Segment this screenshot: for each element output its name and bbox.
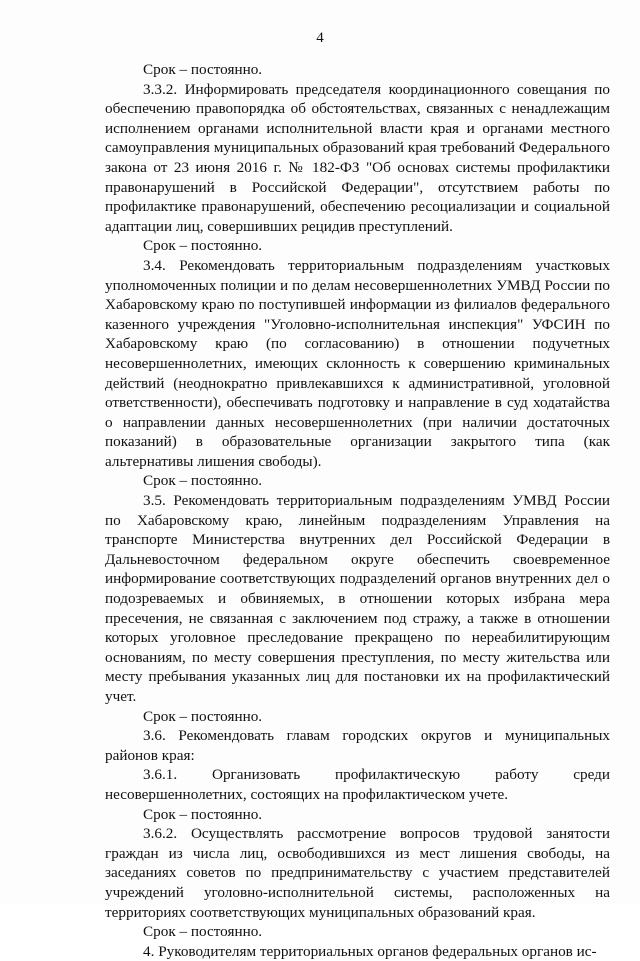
paragraph-term-2: Срок – постоянно. — [143, 237, 263, 255]
paragraph-3-3-2: 3.3.2. Информировать председателя координационного совещания по обеспечению правопорядка об обстоятельствах, связанных с ненадлежащим исполнением органами исполнительной власти края и органами местного самоуправления муниципальных образований края требований Федерального закона от 23 июня 2016 г. № 182-ФЗ "Об основах системы профилактики правонарушений в Российской Федерации", отсутствием работы по профилактике правонарушений, обеспечению ресоциализации и социальной адаптации лиц, совершивших рецидив преступлений. — [105, 80, 610, 235]
paragraph-3-5: 3.5. Рекомендовать территориальным подразделениям УМВД России по Хабаровскому краю, линейным подразделениям Управления на транспорте Министерства внутренних дел Российской Федерации в Дальневосточном федеральном округе обеспечить своевременное информирование соответствующих подразделений органов внутренних дел о подозреваемых и обвиняемых, в отношении которых избрана мера пресечения, не связанная с заключением под стражу, а также в отношении которых уголовное преследование прекращено по нереабилитирующим основаниям, по месту совершения преступления, по месту жительства или месту пребывания указанных лиц для постановки их на профилактический учет. — [105, 492, 610, 705]
paragraph-term-3: Срок – постоянно. — [143, 472, 263, 490]
paragraph-3-4: 3.4. Рекомендовать территориальным подразделениям участковых уполномоченных полиции и по делам несовершеннолетних УМВД России по Хабаровскому краю по поступившей информации из филиалов федерального казенного учреждения "Уголовно-исполнительная инспекция" УФСИН по Хабаровскому краю (по согласованию) в отношении подучетных несовершеннолетних, имеющих склонность к совершению криминальных действий (неоднократно привлекавшихся к административной, уголовной ответственности), обеспечивать подготовку и направление в суд ходатайства о направлении данных несовершеннолетних (при наличии достаточных показаний) в образовательные организации закрытого типа (как альтернативы лишения свободы). — [105, 256, 610, 470]
document-body — [105, 60, 610, 961]
paragraph-3-6-1: 3.6.1. Организовать профилактическую работу среди несовершеннолетних, состоящих на профилактическом учете. — [105, 766, 610, 803]
paragraph-3-6-2: 3.6.2. Осуществлять рассмотрение вопросов трудовой занятости граждан из числа лиц, освободившихся из мест лишения свободы, на заседаниях советов по предпринимательству с участием представителей учреждений уголовно-исполнительной системы, расположенных на территориях соответствующих муниципальных образований края. — [105, 825, 610, 921]
paragraph-term-6: Срок – постоянно. — [143, 923, 263, 941]
paragraph-4: 4. Руководителям территориальных органов федеральных органов ис- — [143, 942, 597, 960]
paragraph-term-4: Срок – постоянно. — [143, 707, 263, 725]
paragraph-3-6: 3.6. Рекомендовать главам городских округов и муниципальных районов края: — [105, 727, 610, 764]
paragraph-term-1: Срок – постоянно. — [143, 61, 263, 78]
paragraph-term-5: Срок – постоянно. — [143, 805, 263, 823]
page-number: 4 — [316, 30, 324, 46]
